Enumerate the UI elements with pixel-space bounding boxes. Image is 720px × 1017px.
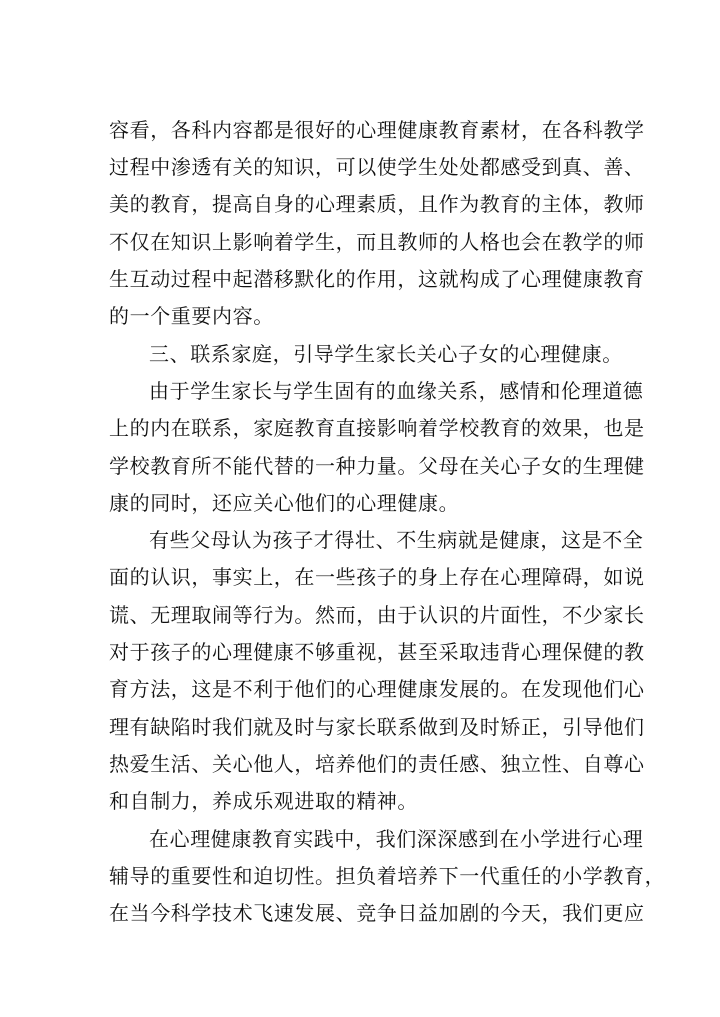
section-heading: 三、联系家庭，引导学生家长关心子女的心理健康。: [149, 342, 623, 366]
text-line-5: 生互动过程中起潜移默化的作用，这就构成了心理健康教育: [109, 267, 645, 291]
text-line-6: 的一个重要内容。: [109, 304, 274, 328]
text-line-15: 对于孩子的心理健康不够重视，甚至采取违背心理保健的教: [109, 640, 645, 664]
text-line-9: 上的内在联系，家庭教育直接影响着学校教育的效果，也是: [109, 416, 645, 440]
text-line-19: 和自制力，养成乐观进取的精神。: [109, 789, 418, 813]
text-line-1: 容看，各科内容都是很好的心理健康教育素材，在各科教学: [109, 118, 645, 142]
text-line-14: 谎、无理取闹等行为。然而，由于认识的片面性，不少家长: [109, 603, 645, 627]
text-line-12: 有些父母认为孩子才得壮、不生病就是健康，这是不全: [149, 528, 644, 552]
text-line-16: 育方法，这是不利于他们的心理健康发展的。在发现他们心: [109, 677, 645, 701]
text-line-18: 热爱生活、关心他人，培养他们的责任感、独立性、自尊心: [109, 752, 645, 776]
text-line-4: 不仅在知识上影响着学生，而且教师的人格也会在教学的师: [109, 230, 645, 254]
text-line-8: 由于学生家长与学生固有的血缘关系，感情和伦理道德: [149, 379, 644, 403]
text-line-17: 理有缺陷时我们就及时与家长联系做到及时矫正，引导他们: [109, 715, 645, 739]
text-line-2: 过程中渗透有关的知识，可以使学生处处都感受到真、善、: [109, 155, 645, 179]
text-line-3: 美的教育，提高自身的心理素质，且作为教育的主体，教师: [109, 192, 645, 216]
text-line-21: 辅导的重要性和迫切性。担负着培养下一代重任的小学教育，: [109, 864, 666, 888]
text-line-20: 在心理健康教育实践中，我们深深感到在小学进行心理: [149, 827, 644, 851]
text-line-10: 学校教育所不能代替的一种力量。父母在关心子女的生理健: [109, 454, 645, 478]
text-line-11: 康的同时，还应关心他们的心理健康。: [109, 491, 460, 515]
text-line-13: 面的认识，事实上，在一些孩子的身上存在心理障碍，如说: [109, 565, 645, 589]
text-line-22: 在当今科学技术飞速发展、竞争日益加剧的今天，我们更应: [109, 901, 645, 925]
